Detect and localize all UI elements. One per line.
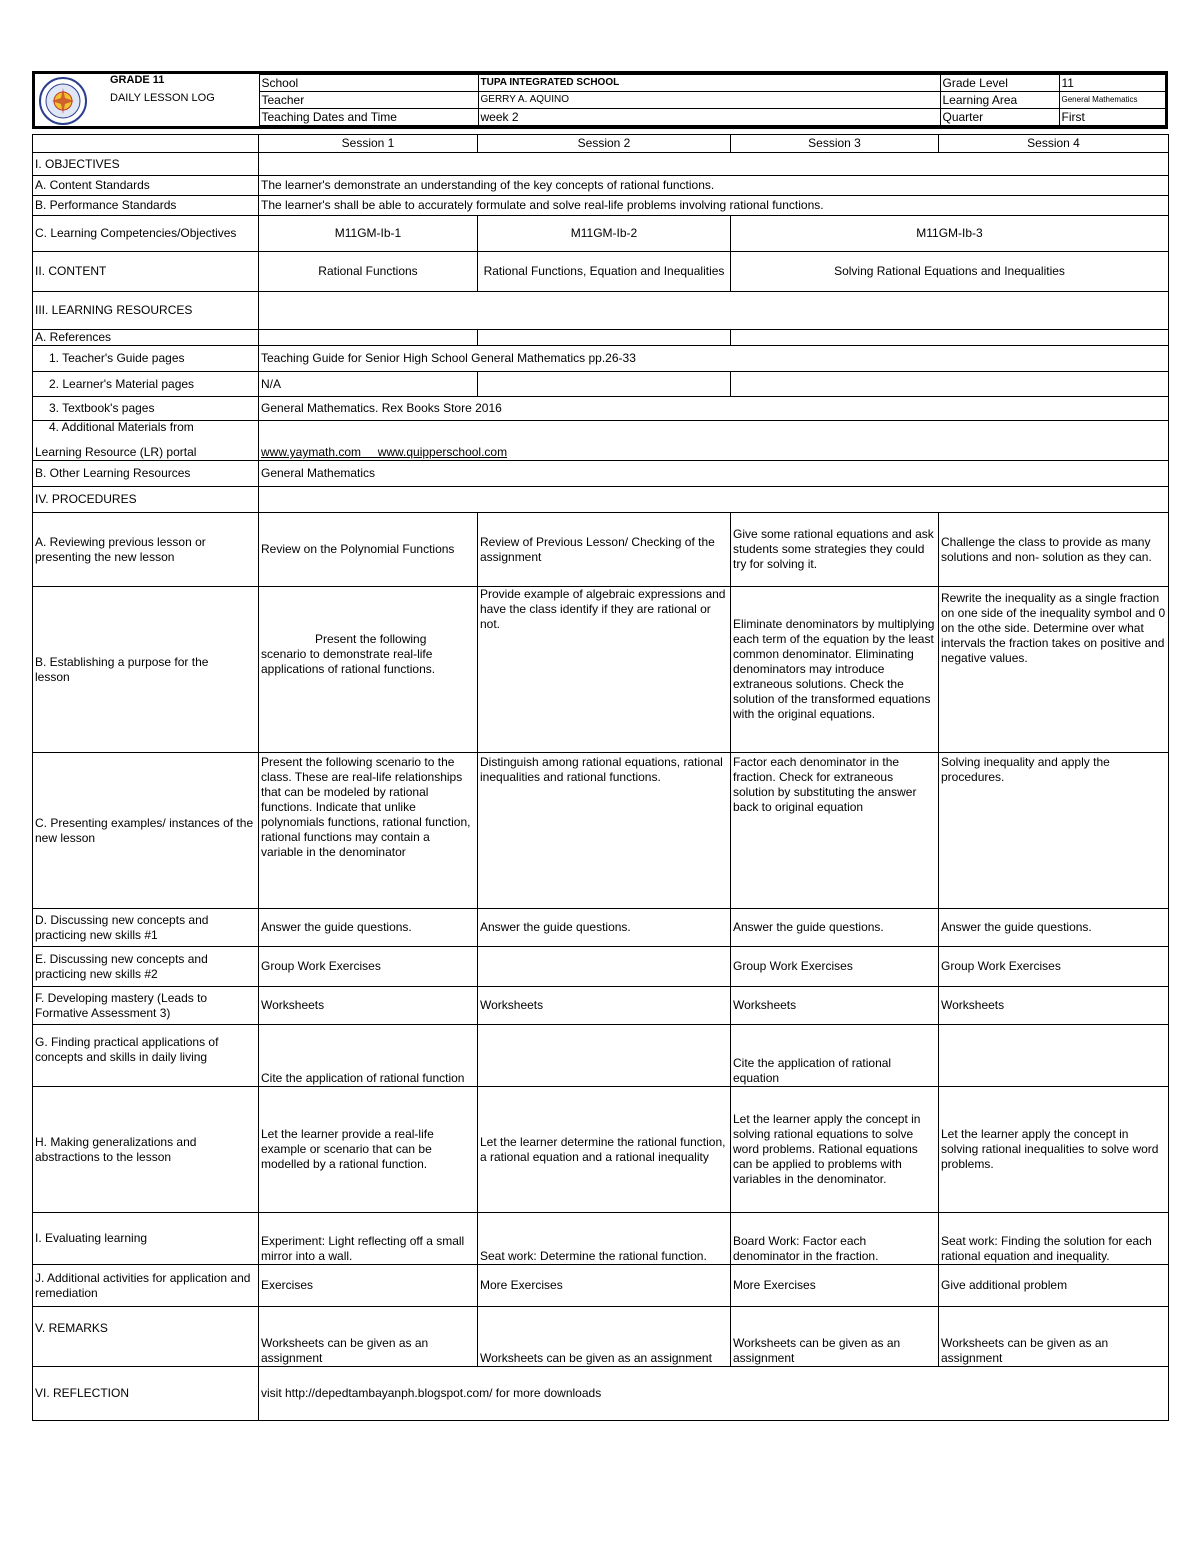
dates-label: Teaching Dates and Time	[259, 109, 478, 126]
learning-area-value: General Mathematics	[1059, 92, 1165, 109]
procedure-f-label: F. Developing mastery (Leads to Formative Assessment 3)	[33, 987, 259, 1025]
other-resources-value: General Mathematics	[259, 461, 1169, 487]
procedure-b-session-4	[939, 587, 1169, 753]
school-label: School	[259, 75, 478, 92]
remarks-session-2: Worksheets can be given as an assignment	[478, 1307, 731, 1367]
procedure-g-label	[33, 1025, 259, 1087]
procedure-j-session-2: More Exercises	[478, 1265, 731, 1307]
procedure-g-session-1: Cite the application of rational function	[259, 1025, 478, 1087]
textbook-value: General Mathematics. Rex Books Store 2016	[259, 397, 1169, 421]
teachers-guide-value: Teaching Guide for Senior High School General Mathematics pp.26-33	[259, 346, 1169, 372]
procedure-c-session-1-text: Present the following scenario to the class. These are real-life relationships that can be modeled by rational functions. Indicate that unlike polynomials functions, rational function, rational functions may contain a variable in the denominator	[261, 755, 471, 859]
procedure-h-session-4: Let the learner apply the concept in solving rational inequalities to solve word problems.	[939, 1087, 1169, 1213]
procedure-i-session-4: Seat work: Finding the solution for each rational equation and inequality.	[939, 1213, 1169, 1265]
reflection-label: VI. REFLECTION	[33, 1367, 259, 1421]
procedure-g-label-text: G. Finding practical applications of concepts and skills in daily living	[35, 1034, 219, 1064]
other-resources-label: B. Other Learning Resources	[33, 461, 259, 487]
procedure-i-session-1: Experiment: Light reflecting off a small mirror into a wall.	[259, 1213, 478, 1265]
procedure-b-label-text: B. Establishing a purpose for the lesson	[35, 654, 209, 684]
content-heading: II. CONTENT	[33, 252, 259, 292]
procedure-b-session-2: Provide example of algebraic expressions and have the class identify if they are rational or not.	[478, 587, 731, 753]
quarter-value: First	[1059, 109, 1165, 126]
grade-title: GRADE 11	[110, 74, 165, 86]
procedure-c-session-3	[731, 753, 939, 909]
procedure-e-session-3: Group Work Exercises	[731, 947, 939, 987]
procedure-d-session-1: Answer the guide questions.	[259, 909, 478, 947]
references-label: A. References	[33, 330, 259, 346]
procedure-d-session-3: Answer the guide questions.	[731, 909, 939, 947]
session-1-header: Session 1	[259, 135, 478, 153]
dates-value: week 2	[478, 109, 940, 126]
additional-materials-links[interactable]: www.yaymath.com www.quipperschool.com	[259, 421, 1169, 461]
remarks-label-text: V. REMARKS	[35, 1321, 108, 1335]
procedures-heading: IV. PROCEDURES	[33, 487, 259, 513]
grade-level-value: 11	[1059, 75, 1165, 92]
procedure-a-session-3: Give some rational equations and ask students some strategies they could try for solving it.	[731, 513, 939, 587]
procedure-h-session-1: Let the learner provide a real-life example or scenario that can be modelled by a rational function.	[259, 1087, 478, 1213]
procedure-b-session-1-text: Present the following scenario to demonstrate real-life applications of rational functions.	[261, 632, 436, 676]
learners-material-label: 2. Learner's Material pages	[33, 372, 259, 397]
content-session-1: Rational Functions	[259, 252, 478, 292]
procedure-b-label	[33, 587, 259, 753]
procedure-h-label: H. Making generalizations and abstractions to the lesson	[33, 1087, 259, 1213]
procedure-c-session-4	[939, 753, 1169, 909]
procedure-b-session-1	[259, 587, 478, 753]
procedure-f-session-3: Worksheets	[731, 987, 939, 1025]
content-standards-label: A. Content Standards	[33, 176, 259, 196]
procedure-f-session-4: Worksheets	[939, 987, 1169, 1025]
procedure-j-session-3: More Exercises	[731, 1265, 939, 1307]
procedure-d-session-4: Answer the guide questions.	[939, 909, 1169, 947]
competency-2: M11GM-Ib-2	[478, 216, 731, 252]
procedure-e-label: E. Discussing new concepts and practicing new skills #2	[33, 947, 259, 987]
performance-standards-label: B. Performance Standards	[33, 196, 259, 216]
procedure-a-session-1: Review on the Polynomial Functions	[259, 513, 478, 587]
procedure-c-session-1	[259, 753, 478, 909]
learners-material-value: N/A	[259, 372, 478, 397]
procedure-j-session-1: Exercises	[259, 1265, 478, 1307]
content-session-3: Solving Rational Equations and Inequalities	[731, 252, 1169, 292]
header-table	[32, 71, 1168, 129]
procedure-f-session-1: Worksheets	[259, 987, 478, 1025]
teacher-value: GERRY A. AQUINO	[478, 92, 940, 109]
procedure-g-session-4	[939, 1025, 1169, 1087]
procedure-j-session-4: Give additional problem	[939, 1265, 1169, 1307]
procedure-e-session-1: Group Work Exercises	[259, 947, 478, 987]
teachers-guide-label: 1. Teacher's Guide pages	[33, 346, 259, 372]
grade-level-label: Grade Level	[940, 75, 1059, 92]
procedure-h-session-2: Let the learner determine the rational function, a rational equation and a rational inequality	[478, 1087, 731, 1213]
procedure-d-label: D. Discussing new concepts and practicing new skills #1	[33, 909, 259, 947]
session-2-header: Session 2	[478, 135, 731, 153]
procedure-g-session-2	[478, 1025, 731, 1087]
performance-standards-value: The learner's shall be able to accurately formulate and solve real-life problems involving rational functions.	[259, 196, 1169, 216]
content-standards-value: The learner's demonstrate an understanding of the key concepts of rational functions.	[259, 176, 1169, 196]
procedure-b-session-3: Eliminate denominators by multiplying each term of the equation by the least common denominator. Eliminating denominators may introduce extraneous solutions. Check the solution of the transformed equations with the original equations.	[731, 587, 939, 753]
textbook-label: 3. Textbook's pages	[33, 397, 259, 421]
procedure-a-session-2: Review of Previous Lesson/ Checking of the assignment	[478, 513, 731, 587]
procedure-i-session-2: Seat work: Determine the rational function.	[478, 1213, 731, 1265]
procedure-d-session-2: Answer the guide questions.	[478, 909, 731, 947]
procedure-e-session-2	[478, 947, 731, 987]
procedure-i-session-3: Board Work: Factor each denominator in the fraction.	[731, 1213, 939, 1265]
procedure-j-label: J. Additional activities for application and remediation	[33, 1265, 259, 1307]
procedure-e-session-4: Group Work Exercises	[939, 947, 1169, 987]
additional-materials-label	[33, 421, 259, 461]
procedure-c-label: C. Presenting examples/ instances of the new lesson	[33, 753, 259, 909]
remarks-session-3: Worksheets can be given as an assignment	[731, 1307, 939, 1367]
procedure-a-session-4: Challenge the class to provide as many solutions and non- solution as they can.	[939, 513, 1169, 587]
teacher-label: Teacher	[259, 92, 478, 109]
resources-heading: III. LEARNING RESOURCES	[33, 292, 259, 330]
learning-area-label: Learning Area	[940, 92, 1059, 109]
reflection-value: visit http://depedtambayanph.blogspot.com/ for more downloads	[259, 1367, 1169, 1421]
log-title: DAILY LESSON LOG	[110, 92, 215, 104]
procedure-i-label: I. Evaluating learning	[33, 1213, 259, 1265]
remarks-session-1: Worksheets can be given as an assignment	[259, 1307, 478, 1367]
session-3-header: Session 3	[731, 135, 939, 153]
procedure-c-session-4-text: Solving inequality and apply the procedures.	[941, 755, 1110, 784]
additional-materials-label-line2: Learning Resource (LR) portal	[35, 445, 197, 459]
procedure-f-session-2: Worksheets	[478, 987, 731, 1025]
content-session-2: Rational Functions, Equation and Inequalities	[478, 252, 731, 292]
competencies-label: C. Learning Competencies/Objectives	[33, 216, 259, 252]
session-4-header: Session 4	[939, 135, 1169, 153]
procedure-a-label: A. Reviewing previous lesson or presenting the new lesson	[33, 513, 259, 587]
procedure-h-session-3: Let the learner apply the concept in solving rational equations to solve word problems. Rational equations can be applied to problems with variables in the denominator.	[731, 1087, 939, 1213]
lesson-log-table	[32, 134, 1169, 1421]
objectives-heading: I. OBJECTIVES	[33, 153, 259, 176]
remarks-label	[33, 1307, 259, 1367]
additional-materials-label-line1: 4. Additional Materials from	[49, 420, 194, 434]
procedure-c-session-3-text: Factor each denominator in the fraction. Check for extraneous solution by substituting the answer back to original equation	[733, 755, 917, 814]
procedure-c-session-2-text: Distinguish among rational equations, rational inequalities and rational functions.	[480, 755, 723, 784]
procedure-b-session-4-text: Rewrite the inequality as a single fraction on one side of the inequality symbol and 0 on the othe side. Determine over what intervals the fraction takes on positive and negative values.	[941, 591, 1166, 665]
procedure-g-session-3: Cite the application of rational equation	[731, 1025, 939, 1087]
competency-1: M11GM-Ib-1	[259, 216, 478, 252]
remarks-session-4: Worksheets can be given as an assignment	[939, 1307, 1169, 1367]
procedure-c-session-2	[478, 753, 731, 909]
quarter-label: Quarter	[940, 109, 1059, 126]
school-value: TUPA INTEGRATED SCHOOL	[478, 75, 940, 92]
competency-3: M11GM-Ib-3	[731, 216, 1169, 252]
